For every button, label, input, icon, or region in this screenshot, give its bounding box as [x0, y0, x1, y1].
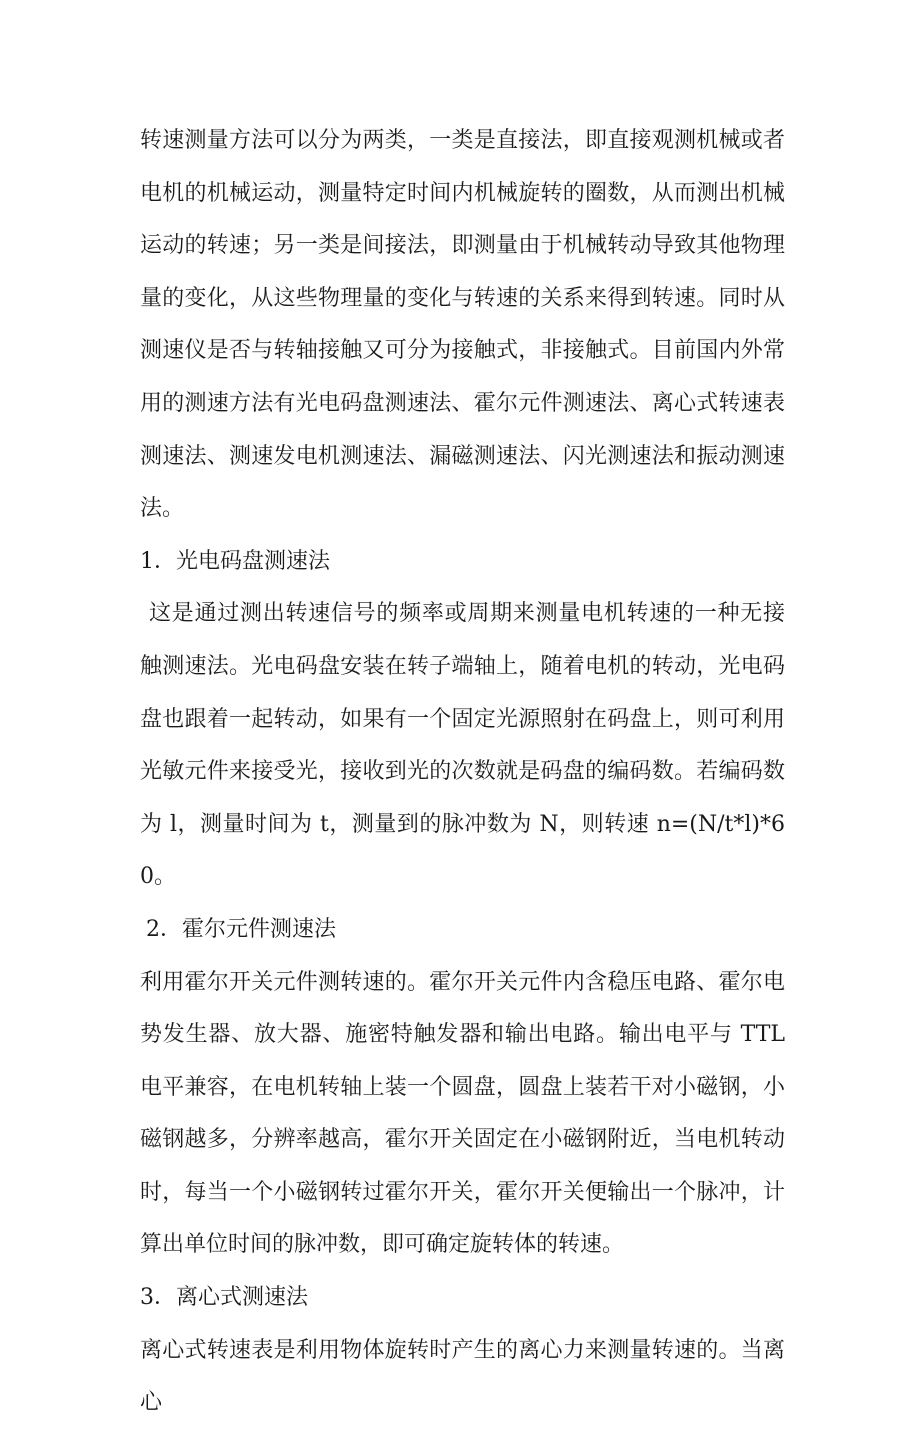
- document-body: [140, 115, 785, 1430]
- intro-paragraph: 转速测量方法可以分为两类，一类是直接法，即直接观测机械或者电机的机械运动，测量特定时间内机械旋转的圈数，从而测出机械运动的转速；另一类是间接法，即测量由于机械转动导致其他物理量的变化，从这些物理量的变化与转速的关系来得到转速。同时从测速仪是否与转轴接触又可分为接触式，非接触式。目前国内外常用的测速方法有光电码盘测速法、霍尔元件测速法、离心式转速表测速法、测速发电机测速法、漏磁测速法、闪光测速法和振动测速法。: [140, 128, 785, 522]
- section-body-centrifugal: 离心式转速表是利用物体旋转时产生的离心力来测量转速的。当离心: [140, 1337, 785, 1416]
- section-heading-optical-encoder: 1．光电码盘测速法: [140, 548, 330, 574]
- section-heading-hall-element: 2．霍尔元件测速法: [146, 916, 336, 942]
- section-body-hall-element: 利用霍尔开关元件测转速的。霍尔开关元件内含稳压电路、霍尔电势发生器、放大器、施密特触发器和输出电路。输出电平与 TTL 电平兼容，在电机转轴上装一个圆盘，圆盘上装若干对小磁钢，小磁钢越多，分辨率越高，霍尔开关固定在小磁钢附近，当电机转动时，每当一个小磁钢转过霍尔开关，霍尔开关便输出一个脉冲，计算出单位时间的脉冲数，即可确定旋转体的转速。: [140, 969, 785, 1258]
- section-body-optical-encoder: 这是通过测出转速信号的频率或周期来测量电机转速的一种无接触测速法。光电码盘安装在转子端轴上，随着电机的转动，光电码盘也跟着一起转动，如果有一个固定光源照射在码盘上，则可利用光敏元件来接受光，接收到光的次数就是码盘的编码数。若编码数为 l，测量时间为 t，测量到的脉冲数为 N，则转速 n=(N/t*l)*60。: [140, 601, 785, 890]
- section-heading-centrifugal: 3．离心式测速法: [140, 1285, 308, 1311]
